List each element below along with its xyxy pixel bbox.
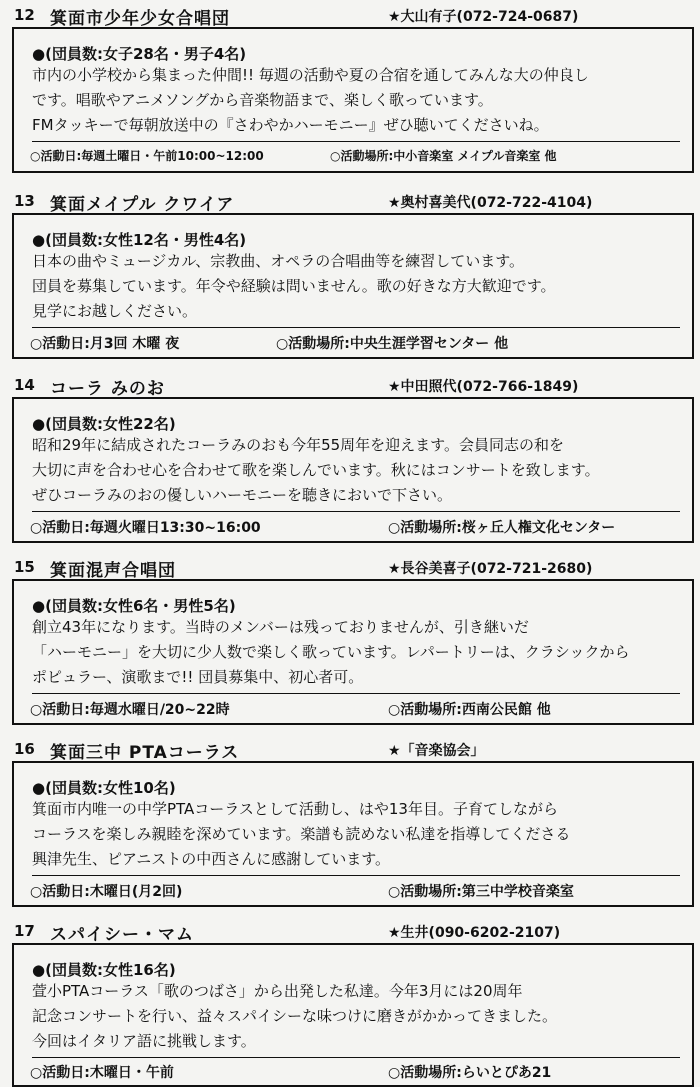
entry-number: 16 [14,740,35,758]
description-line: 日本の曲やミュージカル、宗教曲、オペラの合唱曲等を練習しています。 [32,252,525,270]
activity-place: ○活動場所:中央生涯学習センター 他 [276,336,509,352]
description-line: 萱小PTAコーラス「歌のつばさ」から出発した私達。今年3月には20周年 [32,982,523,1000]
activity-place: ○活動場所:桜ヶ丘人権文化センター [388,520,616,536]
description-line: です。唱歌やアニメソングから音楽物語まで、楽しく歌っています。 [32,91,493,109]
group-name: 箕面メイプル クワイア [50,195,235,215]
member-count: ●(団員数:女子28名・男子4名) [32,45,247,63]
description-line: 箕面市内唯一の中学PTAコーラスとして活動し、はや13年目。子育てしながら [32,800,558,818]
description-line: 市内の小学校から集まった仲間!! 毎週の活動や夏の合宿を通してみんな大の仲良し [32,66,589,84]
group-name: 箕面混声合唱団 [50,561,176,581]
group-name: スパイシー・マム [50,925,194,945]
activity-day: ○活動日:毎週水曜日/20~22時 [30,702,230,718]
entry-box [12,27,694,173]
entry-number: 15 [14,558,35,576]
activity-day: ○活動日:毎週土曜日・午前10:00~12:00 [30,149,264,163]
description [32,249,692,324]
entry-header [0,3,700,27]
description-line: 団員を募集しています。年令や経験は問いません。歌の好きな方大歓迎です。 [32,277,556,295]
entry-number: 12 [14,6,35,24]
member-count: ●(団員数:女性12名・男性4名) [32,231,247,249]
description [32,797,692,872]
contact-info: ★奥村喜美代(072-722-4104) [388,195,593,211]
description-line: ポピュラー、演歌まで!! 団員募集中、初心者可。 [32,668,364,686]
description-line: 今回はイタリア語に挑戦します。 [32,1032,256,1050]
description-line: 創立43年になります。当時のメンバーは残っておりませんが、引き継いだ [32,618,529,636]
entry-header [0,373,700,397]
divider [32,511,680,512]
entry-number: 17 [14,922,35,940]
group-entry-15 [0,555,700,718]
group-name: 箕面市少年少女合唱団 [50,9,230,29]
activity-day: ○活動日:毎週火曜日13:30~16:00 [30,520,261,536]
divider [32,875,680,876]
description-line: ぜひコーラみのおの優しいハーモニーを聴きにおいで下さい。 [32,486,453,504]
description [32,979,692,1054]
member-count: ●(団員数:女性10名) [32,779,176,797]
entry-header [0,189,700,213]
group-name: 箕面三中 PTAコーラス [50,743,240,763]
entry-box [12,397,694,543]
divider [32,693,680,694]
description-line: 興津先生、ピアニストの中西さんに感謝しています。 [32,850,391,868]
entry-header [0,737,700,761]
entry-box [12,213,694,359]
group-entry-14 [0,373,700,536]
entry-box [12,943,694,1087]
description-line: 昭和29年に結成されたコーラみのおも今年55周年を迎えます。会員同志の和を [32,436,564,454]
activity-place: ○活動場所:中小音楽室 メイプル音楽室 他 [330,149,557,163]
entry-number: 14 [14,376,35,394]
entry-box [12,579,694,725]
activity-day: ○活動日:木曜日・午前 [30,1065,174,1081]
group-entry-17 [0,919,700,1081]
entry-number: 13 [14,192,35,210]
member-count: ●(団員数:女性16名) [32,961,176,979]
activity-day: ○活動日:木曜日(月2回) [30,884,183,900]
activity-place: ○活動場所:らいとぴあ21 [388,1065,552,1081]
activity-day: ○活動日:月3回 木曜 夜 [30,336,180,352]
contact-info: ★大山有子(072-724-0687) [388,9,579,25]
description-line: 見学にお越しください。 [32,302,198,320]
group-entry-16 [0,737,700,900]
divider [32,327,680,328]
contact-info: ★中田照代(072-766-1849) [388,379,579,395]
description-line: 「ハーモニー」を大切に少人数で楽しく歌っています。レパートリーは、クラシックから [32,643,630,661]
activity-place: ○活動場所:第三中学校音楽室 [388,884,574,900]
description [32,433,692,508]
group-entry-12 [0,3,700,163]
divider [32,141,680,142]
member-count: ●(団員数:女性6名・男性5名) [32,597,236,615]
contact-info: ★生井(090-6202-2107) [388,925,561,941]
description [32,615,692,690]
contact-info: ★長谷美喜子(072-721-2680) [388,561,593,577]
group-entry-13 [0,189,700,352]
entry-box [12,761,694,907]
member-count: ●(団員数:女性22名) [32,415,176,433]
activity-place: ○活動場所:西南公民館 他 [388,702,551,718]
entry-header [0,555,700,579]
entry-header [0,919,700,943]
description-line: FMタッキーで毎朝放送中の『さわやかハーモニー』ぜひ聴いてくださいね。 [32,116,549,134]
description-line: 記念コンサートを行い、益々スパイシーな味つけに磨きがかかってきました。 [32,1007,558,1025]
group-name: コーラ みのお [50,379,165,399]
description-line: コーラスを楽しみ親睦を深めています。楽譜も読めない私達を指導してくださる [32,825,571,843]
contact-info: ★「音楽協会」 [388,743,485,759]
description [32,63,692,138]
divider [32,1057,680,1058]
description-line: 大切に声を合わせ心を合わせて歌を楽しんでいます。秋にはコンサートを致します。 [32,461,600,479]
